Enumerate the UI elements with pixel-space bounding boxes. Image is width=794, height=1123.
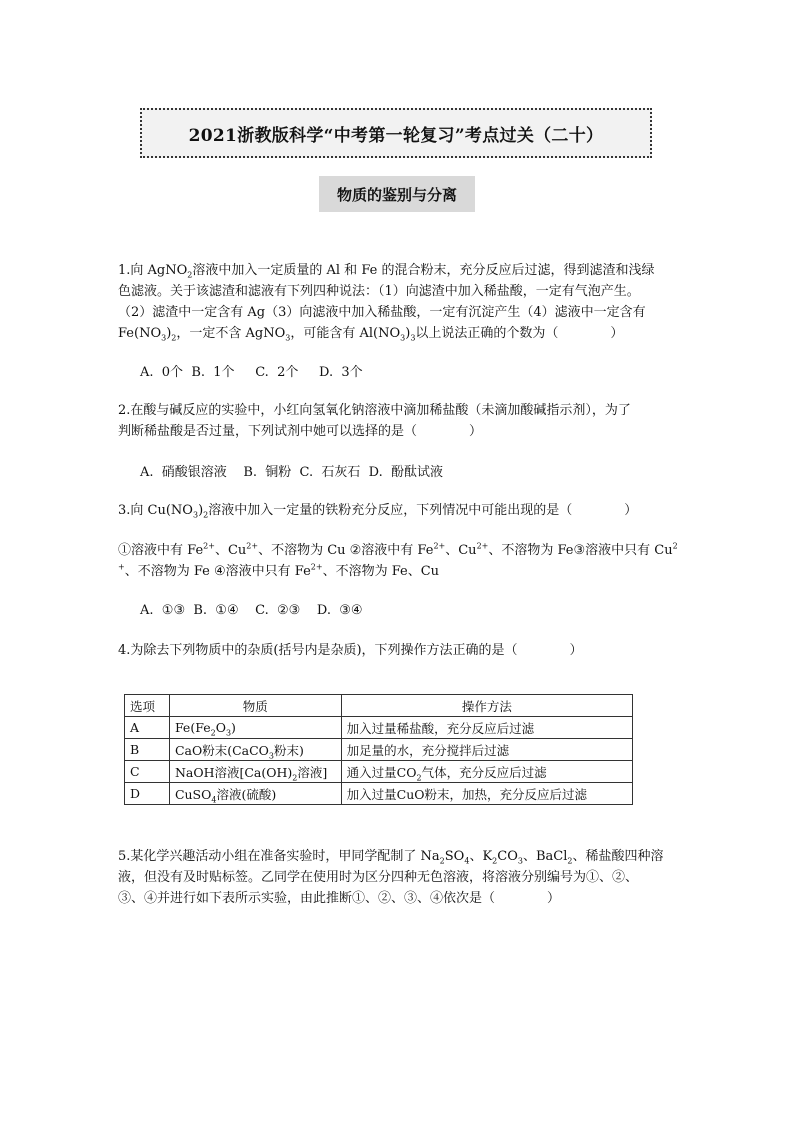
method-cell: 加足量的水，充分搅拌后过滤: [341, 739, 632, 761]
method-cell: 加入过量稀盐酸，充分反应后过滤: [341, 717, 632, 739]
q3-line-1: 3.向 $Cu(NO_3)_2$溶液中加入一定量的铁粉充分反应，下列情况中可能出现的是（ ）: [118, 503, 638, 520]
question-1: [118, 260, 678, 344]
table-row: [125, 739, 633, 761]
q1-line-1: 1.向 AgNO$_2$溶液中加入一定质量的 Al 和 Fe 的混合粉末，充分反应后过滤，得到滤渣和浅绿: [118, 263, 655, 280]
table-header-cell: 物质: [169, 695, 341, 717]
q1-options: A. 0个 B. 1个 C. 2个 D. 3个: [140, 365, 363, 380]
option-cell: B: [125, 739, 170, 761]
q3-line-3: +、不溶物为 Fe ④溶液中只有 $Fe^{2+}$、不溶物为 Fe、Cu: [118, 562, 440, 579]
table-row: [125, 761, 633, 783]
table-header-cell: 操作方法: [341, 695, 632, 717]
substance-cell: $Fe(Fe_2O_3)$: [169, 717, 341, 739]
title-banner: [140, 108, 652, 158]
question-5: [118, 846, 678, 909]
page-title: 2021浙教版科学“中考第一轮复习”考点过关（二十）: [188, 125, 604, 146]
table-header-cell: 选项: [125, 695, 170, 717]
q1-line-4: $Fe(NO_3)_2$，一定不含 AgNO$_3$，可能含有 $Al(NO_3)_3$以上说法正确的个数为（ ）: [118, 326, 624, 343]
q5-line-1: 5.某化学兴趣活动小组在准备实验时，甲同学配制了 $Na_2SO_4$、$K_2CO_3$、BaCl$_2$、稀盐酸四种溶: [118, 849, 664, 866]
table-header-row: [125, 695, 633, 717]
q5-line-3: ③、④并进行如下表所示实验，由此推断①、②、③、④依次是（ ）: [118, 891, 561, 906]
q4-table: [124, 694, 633, 805]
method-cell: 加入过量CuO粉末，加热，充分反应后过滤: [341, 783, 632, 805]
q1-line-2: 色滤液。关于该滤渣和滤液有下列四种说法：（1）向滤渣中加入稀盐酸，一定有气泡产生。: [118, 284, 640, 299]
q5-line-2: 液，但没有及时贴标签。乙同学在使用时为区分四种无色溶液，将溶液分别编号为①、②、: [118, 870, 639, 885]
substance-cell: CuSO$_4$溶液(硫酸): [169, 783, 341, 805]
table-row: [125, 717, 633, 739]
q1-line-3: （2）滤渣中一定含有 Ag（3）向滤液中加入稀盐酸，一定有沉淀产生（4）滤液中一定含有: [118, 305, 646, 320]
substance-cell: NaOH溶液[$Ca(OH)_2$溶液]: [169, 761, 341, 783]
section-title: 物质的鉴别与分离: [336, 185, 457, 204]
question-4: 4.为除去下列物质中的杂质(括号内是杂质)，下列操作方法正确的是（ ）: [118, 643, 583, 658]
q2-line-1: 2.在酸与碱反应的实验中，小红向氢氧化钠溶液中滴加稀盐酸（未滴加酸碱指示剂），为了: [118, 403, 631, 418]
q2-line-2: 判断稀盐酸是否过量，下列试剂中她可以选择的是（ ）: [118, 424, 483, 439]
subtitle-banner: [319, 176, 475, 212]
question-3: [118, 500, 678, 521]
q3-options: A. ①③ B. ①④ C. ②③ D. ③④: [140, 603, 363, 618]
question-3-statements: [118, 540, 678, 582]
question-2: [118, 400, 678, 442]
option-cell: A: [125, 717, 170, 739]
q3-line-2: ①溶液中有 $Fe^{2+}$、$Cu^{2+}$、不溶物为 Cu ②溶液中有 $Fe^{2+}$、$Cu^{2+}$、不溶物为 Fe③溶液中只有 Cu$^2$: [118, 541, 678, 558]
method-cell: 通入过量$CO_2$气体，充分反应后过滤: [341, 761, 632, 783]
option-cell: D: [125, 783, 170, 805]
substance-cell: CaO粉末(CaCO$_3$粉末): [169, 739, 341, 761]
table-row: [125, 783, 633, 805]
option-cell: C: [125, 761, 170, 783]
q2-options: A. 硝酸银溶液 B. 铜粉 C. 石灰石 D. 酚酞试液: [140, 465, 444, 480]
